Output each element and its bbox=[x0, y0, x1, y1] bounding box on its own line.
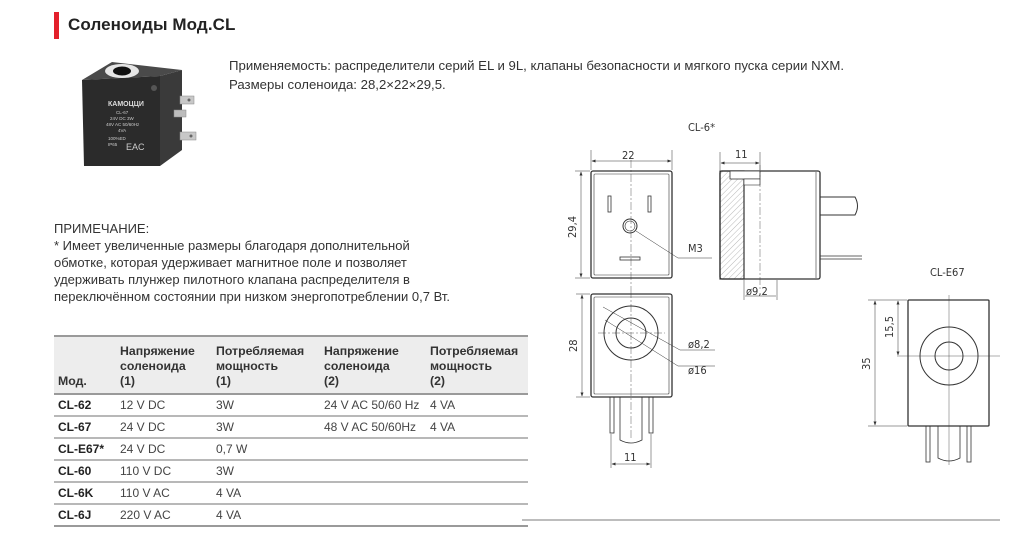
svg-text:100%ED: 100%ED bbox=[108, 136, 126, 141]
cell-power-1: 4 VA bbox=[212, 482, 320, 504]
dim-cle67-center: 15,5 bbox=[883, 315, 896, 338]
dim-pins: 11 bbox=[624, 451, 637, 464]
dim-bottom-height: 28 bbox=[567, 339, 580, 352]
note-title: ПРИМЕЧАНИЕ: bbox=[54, 221, 150, 236]
dim-cle67-height: 35 bbox=[860, 357, 873, 370]
table-row bbox=[54, 416, 528, 438]
note-line: переключённом состоянии при низком энергопотреблении 0,7 Вт. bbox=[54, 289, 450, 304]
cle67-view bbox=[868, 295, 1000, 465]
cell-power-2: 4 VA bbox=[426, 416, 528, 438]
header-power-2: Потребляемая мощность (2) bbox=[430, 344, 519, 388]
cell-voltage-1: 110 V AC bbox=[116, 482, 212, 504]
cell-voltage-1: 220 V AC bbox=[116, 504, 212, 526]
header-model: Мод. bbox=[58, 374, 87, 388]
table-row bbox=[54, 394, 528, 416]
dim-width: 22 bbox=[622, 149, 635, 162]
table-row bbox=[54, 504, 528, 526]
cell-model: CL-62 bbox=[54, 394, 116, 416]
table-row bbox=[54, 460, 528, 482]
cell-model: CL-6K bbox=[54, 482, 116, 504]
drawing-label-cl6: CL-6* bbox=[688, 121, 716, 134]
cell-voltage-2: 24 V AC 50/60 Hz bbox=[320, 394, 426, 416]
cell-voltage-2 bbox=[320, 482, 426, 504]
cell-power-2: 4 VA bbox=[426, 394, 528, 416]
cell-voltage-2 bbox=[320, 504, 426, 526]
cell-power-2 bbox=[426, 438, 528, 460]
dim-inner-diameter: ø8,2 bbox=[688, 338, 710, 351]
dimensions-line: Размеры соленоида: 28,2×22×29,5. bbox=[229, 77, 446, 92]
svg-text:24V DC 3W: 24V DC 3W bbox=[110, 116, 134, 121]
cell-power-2 bbox=[426, 482, 528, 504]
svg-text:4VA: 4VA bbox=[118, 128, 127, 133]
table-row bbox=[54, 438, 528, 460]
cell-voltage-2: 48 V AC 50/60Hz bbox=[320, 416, 426, 438]
svg-text:48V AC 50/60Hz: 48V AC 50/60Hz bbox=[106, 122, 140, 127]
cell-model: CL-60 bbox=[54, 460, 116, 482]
specs-table bbox=[54, 335, 528, 527]
cell-power-1: 0,7 W bbox=[212, 438, 320, 460]
drawing-label-cle67: CL-E67 bbox=[930, 266, 965, 279]
cell-voltage-1: 24 V DC bbox=[116, 416, 212, 438]
cl6-bottom-view bbox=[576, 290, 715, 468]
table-header-row bbox=[54, 336, 528, 394]
dim-side-depth: 11 bbox=[735, 148, 748, 161]
applicability-line: Применяемость: распределители серий EL и 9L, клапаны безопасности и мягкого пуска серии NXM. bbox=[229, 58, 845, 73]
applicability-text bbox=[229, 56, 844, 94]
note-line: * Имеет увеличенные размеры благодаря дополнительной bbox=[54, 238, 410, 253]
svg-text:CL-67: CL-67 bbox=[116, 110, 129, 115]
photo-brand: КАМОЦЦИ bbox=[108, 101, 144, 108]
solenoid-product-photo bbox=[72, 58, 212, 183]
cell-model: CL-E67* bbox=[54, 438, 116, 460]
dim-height: 29,4 bbox=[566, 215, 579, 238]
note-line: обмотке, которая удерживает магнитное поле и позволяет bbox=[54, 255, 407, 270]
cell-power-2 bbox=[426, 460, 528, 482]
cell-power-1: 3W bbox=[212, 416, 320, 438]
footer-divider bbox=[522, 519, 1000, 521]
dim-outer-diameter: ø16 bbox=[688, 364, 707, 377]
header-voltage-2: Напряжение соленоида (2) bbox=[324, 344, 399, 388]
header-voltage-1: Напряжение соленоида (1) bbox=[120, 344, 195, 388]
title-accent-bar bbox=[54, 12, 59, 39]
cell-model: CL-67 bbox=[54, 416, 116, 438]
page-title: Соленоиды Мод.CL bbox=[68, 15, 236, 34]
cell-voltage-2 bbox=[320, 460, 426, 482]
cell-voltage-2 bbox=[320, 438, 426, 460]
cl6-front-view bbox=[575, 150, 712, 290]
table-row bbox=[54, 482, 528, 504]
cell-voltage-1: 110 V DC bbox=[116, 460, 212, 482]
dim-bore: ø9,2 bbox=[746, 285, 768, 298]
cell-power-1: 3W bbox=[212, 394, 320, 416]
svg-text:IP65: IP65 bbox=[108, 142, 118, 147]
cell-model: CL-6J bbox=[54, 504, 116, 526]
cl6-side-view bbox=[720, 152, 862, 300]
note-line: удерживать плунжер пилотного клапана распределителя в bbox=[54, 272, 410, 287]
note-block bbox=[54, 220, 544, 305]
cell-power-2 bbox=[426, 504, 528, 526]
svg-text:EAC: EAC bbox=[126, 142, 145, 152]
cell-voltage-1: 24 V DC bbox=[116, 438, 212, 460]
header-power-1: Потребляемая мощность (1) bbox=[216, 344, 305, 388]
cell-power-1: 4 VA bbox=[212, 504, 320, 526]
dim-thread: M3 bbox=[688, 242, 703, 255]
cell-power-1: 3W bbox=[212, 460, 320, 482]
cell-voltage-1: 12 V DC bbox=[116, 394, 212, 416]
